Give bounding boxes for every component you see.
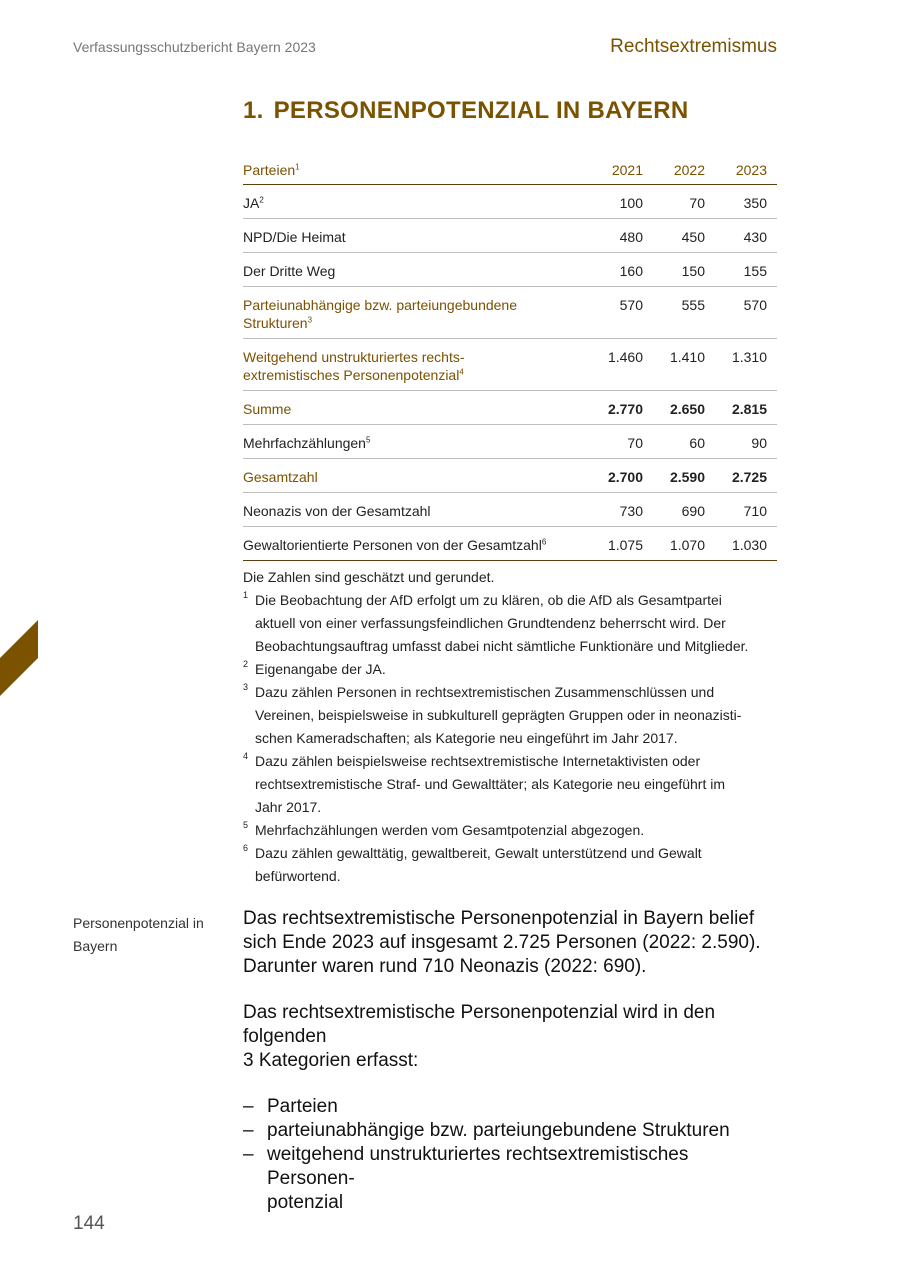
table-row — [243, 338, 777, 390]
footnote: 5 Mehrfachzählungen werden vom Gesamtpotenzial abgezogen. — [243, 820, 645, 838]
column-header-parteien: Parteien$^1$ — [243, 154, 591, 184]
running-header-chapter: Rechtsextremismus — [610, 36, 777, 57]
cell-value: 350 — [715, 184, 777, 218]
table-row — [243, 424, 777, 458]
section-number: 1. — [243, 97, 264, 124]
cell-value: 1.075 — [591, 526, 653, 560]
row-label: Gewaltorientierte Personen von der Gesamtzahl$^6$ — [243, 526, 591, 560]
footnote: 3 Dazu zählen Personen in rechtsextremistischen Zusammenschlüssen und Vereinen, beispielsweise in subkulturell geprägten Gruppen oder in neonazisti- schen Kameradschaften; als Kategorie neu eingeführt im Jahr 2017. — [243, 682, 742, 746]
cell-value: 1.410 — [653, 338, 715, 390]
table-row — [243, 526, 777, 560]
table-row — [243, 286, 777, 338]
cell-value: 555 — [653, 286, 715, 338]
cell-value: 2.725 — [715, 458, 777, 492]
list-item: – parteiunabhängige bzw. parteiungebundene Strukturen — [243, 1120, 730, 1141]
footnote: 6 Dazu zählen gewalttätig, gewaltbereit, Gewalt unterstützend und Gewalt befürwortend. — [243, 843, 702, 884]
cell-value: 480 — [591, 218, 653, 252]
category-list — [243, 1095, 777, 1215]
cell-value: 155 — [715, 252, 777, 286]
cell-value: 710 — [715, 492, 777, 526]
row-label: Der Dritte Weg — [243, 252, 591, 286]
row-label: Mehrfachzählungen$^5$ — [243, 424, 591, 458]
table-row-gesamtzahl — [243, 458, 777, 492]
row-label: Neonazis von der Gesamtzahl — [243, 492, 591, 526]
cell-value: 430 — [715, 218, 777, 252]
column-header-year: 2022 — [653, 154, 715, 184]
table-header-row — [243, 154, 777, 184]
cell-value: 1.460 — [591, 338, 653, 390]
cell-value: 160 — [591, 252, 653, 286]
list-item: – Parteien — [243, 1096, 338, 1117]
cell-value: 150 — [653, 252, 715, 286]
cell-value: 90 — [715, 424, 777, 458]
table-row — [243, 184, 777, 218]
cell-value: 70 — [591, 424, 653, 458]
cell-value: 60 — [653, 424, 715, 458]
table-row — [243, 492, 777, 526]
row-label: Parteiunabhängige bzw. parteiungebundene Strukturen$^3$ — [243, 286, 591, 338]
cell-value: 2.650 — [653, 390, 715, 424]
cell-value: 450 — [653, 218, 715, 252]
footnote: 1 Die Beobachtung der AfD erfolgt um zu klären, ob die AfD als Gesamtpartei aktuell von einer verfassungsfeindlichen Grundtendenz beherrscht wird. Der Beobachtungsauftrag umfasst dabei nicht sämtliche Funktionäre und Mitglieder. — [243, 590, 749, 654]
row-label: $JA^2$ — [243, 184, 591, 218]
cell-value: 70 — [653, 184, 715, 218]
column-header-year: 2023 — [715, 154, 777, 184]
cell-value: 690 — [653, 492, 715, 526]
cell-value: 2.700 — [591, 458, 653, 492]
column-header-year: 2021 — [591, 154, 653, 184]
table-row — [243, 218, 777, 252]
footnote: 2 Eigenangabe der JA. — [243, 659, 386, 677]
cell-value: 570 — [715, 286, 777, 338]
row-label: Summe — [243, 390, 591, 424]
cell-value: 730 — [591, 492, 653, 526]
row-label: NPD/Die Heimat — [243, 218, 591, 252]
cell-value: 1.070 — [653, 526, 715, 560]
cell-value: 2.770 — [591, 390, 653, 424]
cell-value: 1.030 — [715, 526, 777, 560]
running-header-title: Verfassungsschutzbericht Bayern 2023 — [73, 39, 316, 55]
cell-value: 1.310 — [715, 338, 777, 390]
personenpotenzial-table — [243, 154, 777, 561]
body-text — [243, 907, 777, 1215]
paragraph: Das rechtsextremistische Personenpotenzial in Bayern belief sich Ende 2023 auf insgesamt 2.725 Personen (2022: 2.590). Darunter waren rund 710 Neonazis (2022: 690). — [243, 908, 761, 977]
list-item: – weitgehend unstrukturiertes rechtsextremistisches Personen- potenzial — [243, 1144, 689, 1213]
row-label: Weitgehend unstrukturiertes rechts- extremistisches Personenpotenzial$^4$ — [243, 338, 591, 390]
row-label: Gesamtzahl — [243, 458, 591, 492]
table-row-summe — [243, 390, 777, 424]
section-title-text: PERSONENPOTENZIAL IN BAYERN — [273, 97, 689, 124]
section-title — [243, 97, 688, 125]
paragraph: Das rechtsextremistische Personenpotenzial wird in den folgenden 3 Kategorien erfasst: — [243, 1002, 716, 1071]
chapter-tab-marker — [0, 620, 38, 696]
table-notes — [243, 566, 783, 888]
cell-value: 100 — [591, 184, 653, 218]
cell-value: 570 — [591, 286, 653, 338]
page-number: 144 — [73, 1213, 105, 1234]
table-row — [243, 252, 777, 286]
margin-label: Personenpotenzial in Bayern — [73, 915, 204, 954]
cell-value: 2.815 — [715, 390, 777, 424]
footnote: 4 Dazu zählen beispielsweise rechtsextremistische Internetaktivisten oder rechtsextremistische Straf- und Gewalttäter; als Kategorie neu eingeführt im Jahr 2017. — [243, 751, 725, 815]
cell-value: 2.590 — [653, 458, 715, 492]
notes-intro: Die Zahlen sind geschätzt und gerundet. — [243, 569, 495, 585]
